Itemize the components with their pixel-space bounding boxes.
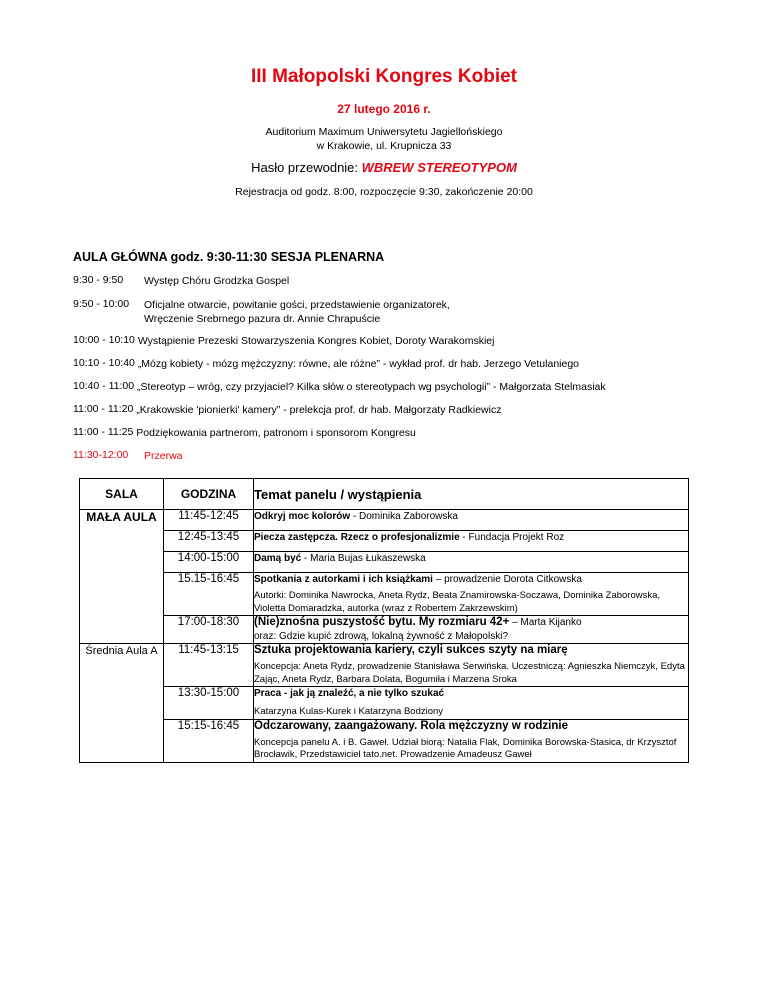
row-title: Sztuka projektowania kariery, czyli sukces szyty na miarę xyxy=(254,644,568,656)
agenda-item xyxy=(73,334,713,348)
table-header-row xyxy=(80,479,689,510)
row-title: Spotkania z autorkami i ich książkami xyxy=(254,574,433,585)
row-time: 14:00-15:00 xyxy=(164,552,254,573)
agenda-text: „Mózg kobiety - mózg mężczyzny: równe, ale różne” - wykład prof. dr hab. Jerzego Vetulaniego xyxy=(137,358,580,370)
agenda-time: 10:10 - 10:40 xyxy=(73,357,138,369)
plenary-session-heading: AULA GŁÓWNA godz. 9:30-11:30 SESJA PLENARNA xyxy=(73,250,385,264)
venue-line-2: w Krakowie, ul. Krupnicza 33 xyxy=(316,140,452,152)
row-time: 13:30-15:00 xyxy=(164,687,254,720)
event-date: 27 lutego 2016 r. xyxy=(337,102,431,116)
row-time: 15:15-16:45 xyxy=(164,719,254,762)
table-row xyxy=(80,719,689,762)
row-title: Praca - jak ją znaleźć, a nie tylko szukać xyxy=(254,688,445,699)
schedule-table xyxy=(79,478,689,763)
agenda-item xyxy=(73,426,713,440)
agenda-text: Przerwa xyxy=(144,450,183,462)
agenda-item xyxy=(73,403,713,417)
agenda-text: „Stereotyp – wróg, czy przyjaciel? Kilka słów o stereotypach wg psychologii” - Małgorzata Stelmasiak xyxy=(137,381,606,393)
row-time: 11:45-13:15 xyxy=(164,644,254,687)
row-presenter: - Maria Bujas Łukaszewska xyxy=(301,553,426,564)
table-row xyxy=(80,644,689,687)
agenda-time: 10:40 - 11:00 xyxy=(73,380,138,392)
document-title: III Małopolski Kongres Kobiet xyxy=(250,66,518,87)
table-row xyxy=(80,552,689,573)
agenda-time: 11:00 - 11:25 xyxy=(73,426,137,438)
row-title: Odkryj moc kolorów xyxy=(254,511,351,522)
row-title: Piecza zastępcza. Rzecz o profesjonalizmie xyxy=(254,532,460,543)
row-title: (Nie)znośna puszystość bytu. My rozmiaru 42+ xyxy=(254,616,510,628)
row-details: Koncepcja panelu A. i B. Gaweł. Udział biorą: Natalia Flak, Dominika Borowska-Stasica, dr Krzysztof Brocławik, Przedstawiciel tato.net. Prowadzenie Amadeusz Gaweł xyxy=(254,736,677,760)
row-title: Odczarowany, zaangażowany. Rola mężczyzny w rodzinie xyxy=(254,719,568,732)
agenda-text-2: Wręczenie Srebrnego pazura dr. Annie Chrapuście xyxy=(144,313,381,325)
venue-line-1: Auditorium Maximum Uniwersytetu Jagiellońskiego xyxy=(265,126,503,138)
agenda-time: 11:30-12:00 xyxy=(73,449,138,461)
header-godzina: GODZINA xyxy=(164,479,254,510)
row-time: 17:00-18:30 xyxy=(164,616,254,644)
agenda-text: „Krakowskie 'pionierki' kamery” - prelekcja prof. dr hab. Małgorzaty Radkiewicz xyxy=(136,404,502,416)
agenda-time: 11:00 - 11:20 xyxy=(73,403,137,415)
plenary-agenda xyxy=(73,274,713,463)
row-presenter: – prowadzenie Dorota Citkowska xyxy=(432,574,582,585)
header-sala: SALA xyxy=(80,479,164,510)
agenda-time: 9:50 - 10:00 xyxy=(73,298,135,310)
row-details: Autorki: Dominika Nawrocka, Aneta Rydz, Beata Znamirowska-Soczawa, Dominika Zaborowska, Violetta Domaradzka, autorka (wraz z Robertem Zakrzewskim) xyxy=(254,590,661,614)
agenda-text: Wystąpienie Prezeski Stowarzyszenia Kongres Kobiet, Doroty Warakomskiej xyxy=(137,335,495,347)
venue xyxy=(0,125,768,153)
table-row xyxy=(80,616,689,644)
agenda-text: Występ Chóru Grodzka Gospel xyxy=(144,275,290,287)
row-title: Damą być xyxy=(254,553,302,564)
row-presenter: – Marta Kijanko xyxy=(509,617,582,628)
agenda-item xyxy=(73,357,713,371)
agenda-text: Podziękowania partnerom, patronom i sponsorom Kongresu xyxy=(136,427,416,439)
room-srednia-aula-a: Średnia Aula A xyxy=(80,644,164,763)
agenda-time: 10:00 - 10:10 xyxy=(73,334,138,346)
row-presenter: - Fundacja Projekt Roz xyxy=(459,532,565,543)
agenda-time: 9:30 - 9:50 xyxy=(73,274,135,286)
row-time: 11:45-12:45 xyxy=(164,510,254,531)
row-details: Koncepcja: Aneta Rydz, prowadzenie Stanisława Serwińska. Uczestniczą: Agnieszka Niemczyk, Edyta Zając, Aneta Rydz, Barbara Dolata, Bogumiła i Marzena Sroka xyxy=(254,661,685,685)
agenda-item xyxy=(73,298,713,326)
row-details: Katarzyna Kulas-Kurek i Katarzyna Bodziony xyxy=(254,706,444,717)
motto xyxy=(0,160,768,175)
table-row xyxy=(80,510,689,531)
table-row xyxy=(80,687,689,720)
agenda-item-break xyxy=(73,449,713,463)
registration-info: Rejestracja od godz. 8:00, rozpoczęcie 9:30, zakończenie 20:00 xyxy=(235,186,533,198)
row-time: 15.15-16:45 xyxy=(164,573,254,616)
table-row xyxy=(80,531,689,552)
room-mala-aula: MAŁA AULA xyxy=(80,510,164,644)
table-row xyxy=(80,573,689,616)
header-temat: Temat panelu / wystąpienia xyxy=(254,479,689,510)
row-time: 12:45-13:45 xyxy=(164,531,254,552)
motto-label: Hasło przewodnie: xyxy=(251,160,362,175)
motto-value: WBREW STEREOTYPOM xyxy=(361,160,517,175)
row-details: oraz: Gdzie kupić zdrową, lokalną żywność z Małopolski? xyxy=(254,631,508,642)
row-presenter: - Dominika Zaborowska xyxy=(350,511,458,522)
agenda-item xyxy=(73,274,713,288)
agenda-item xyxy=(73,380,713,394)
agenda-text: Oficjalne otwarcie, powitanie gości, przedstawienie organizatorek, xyxy=(144,299,450,311)
